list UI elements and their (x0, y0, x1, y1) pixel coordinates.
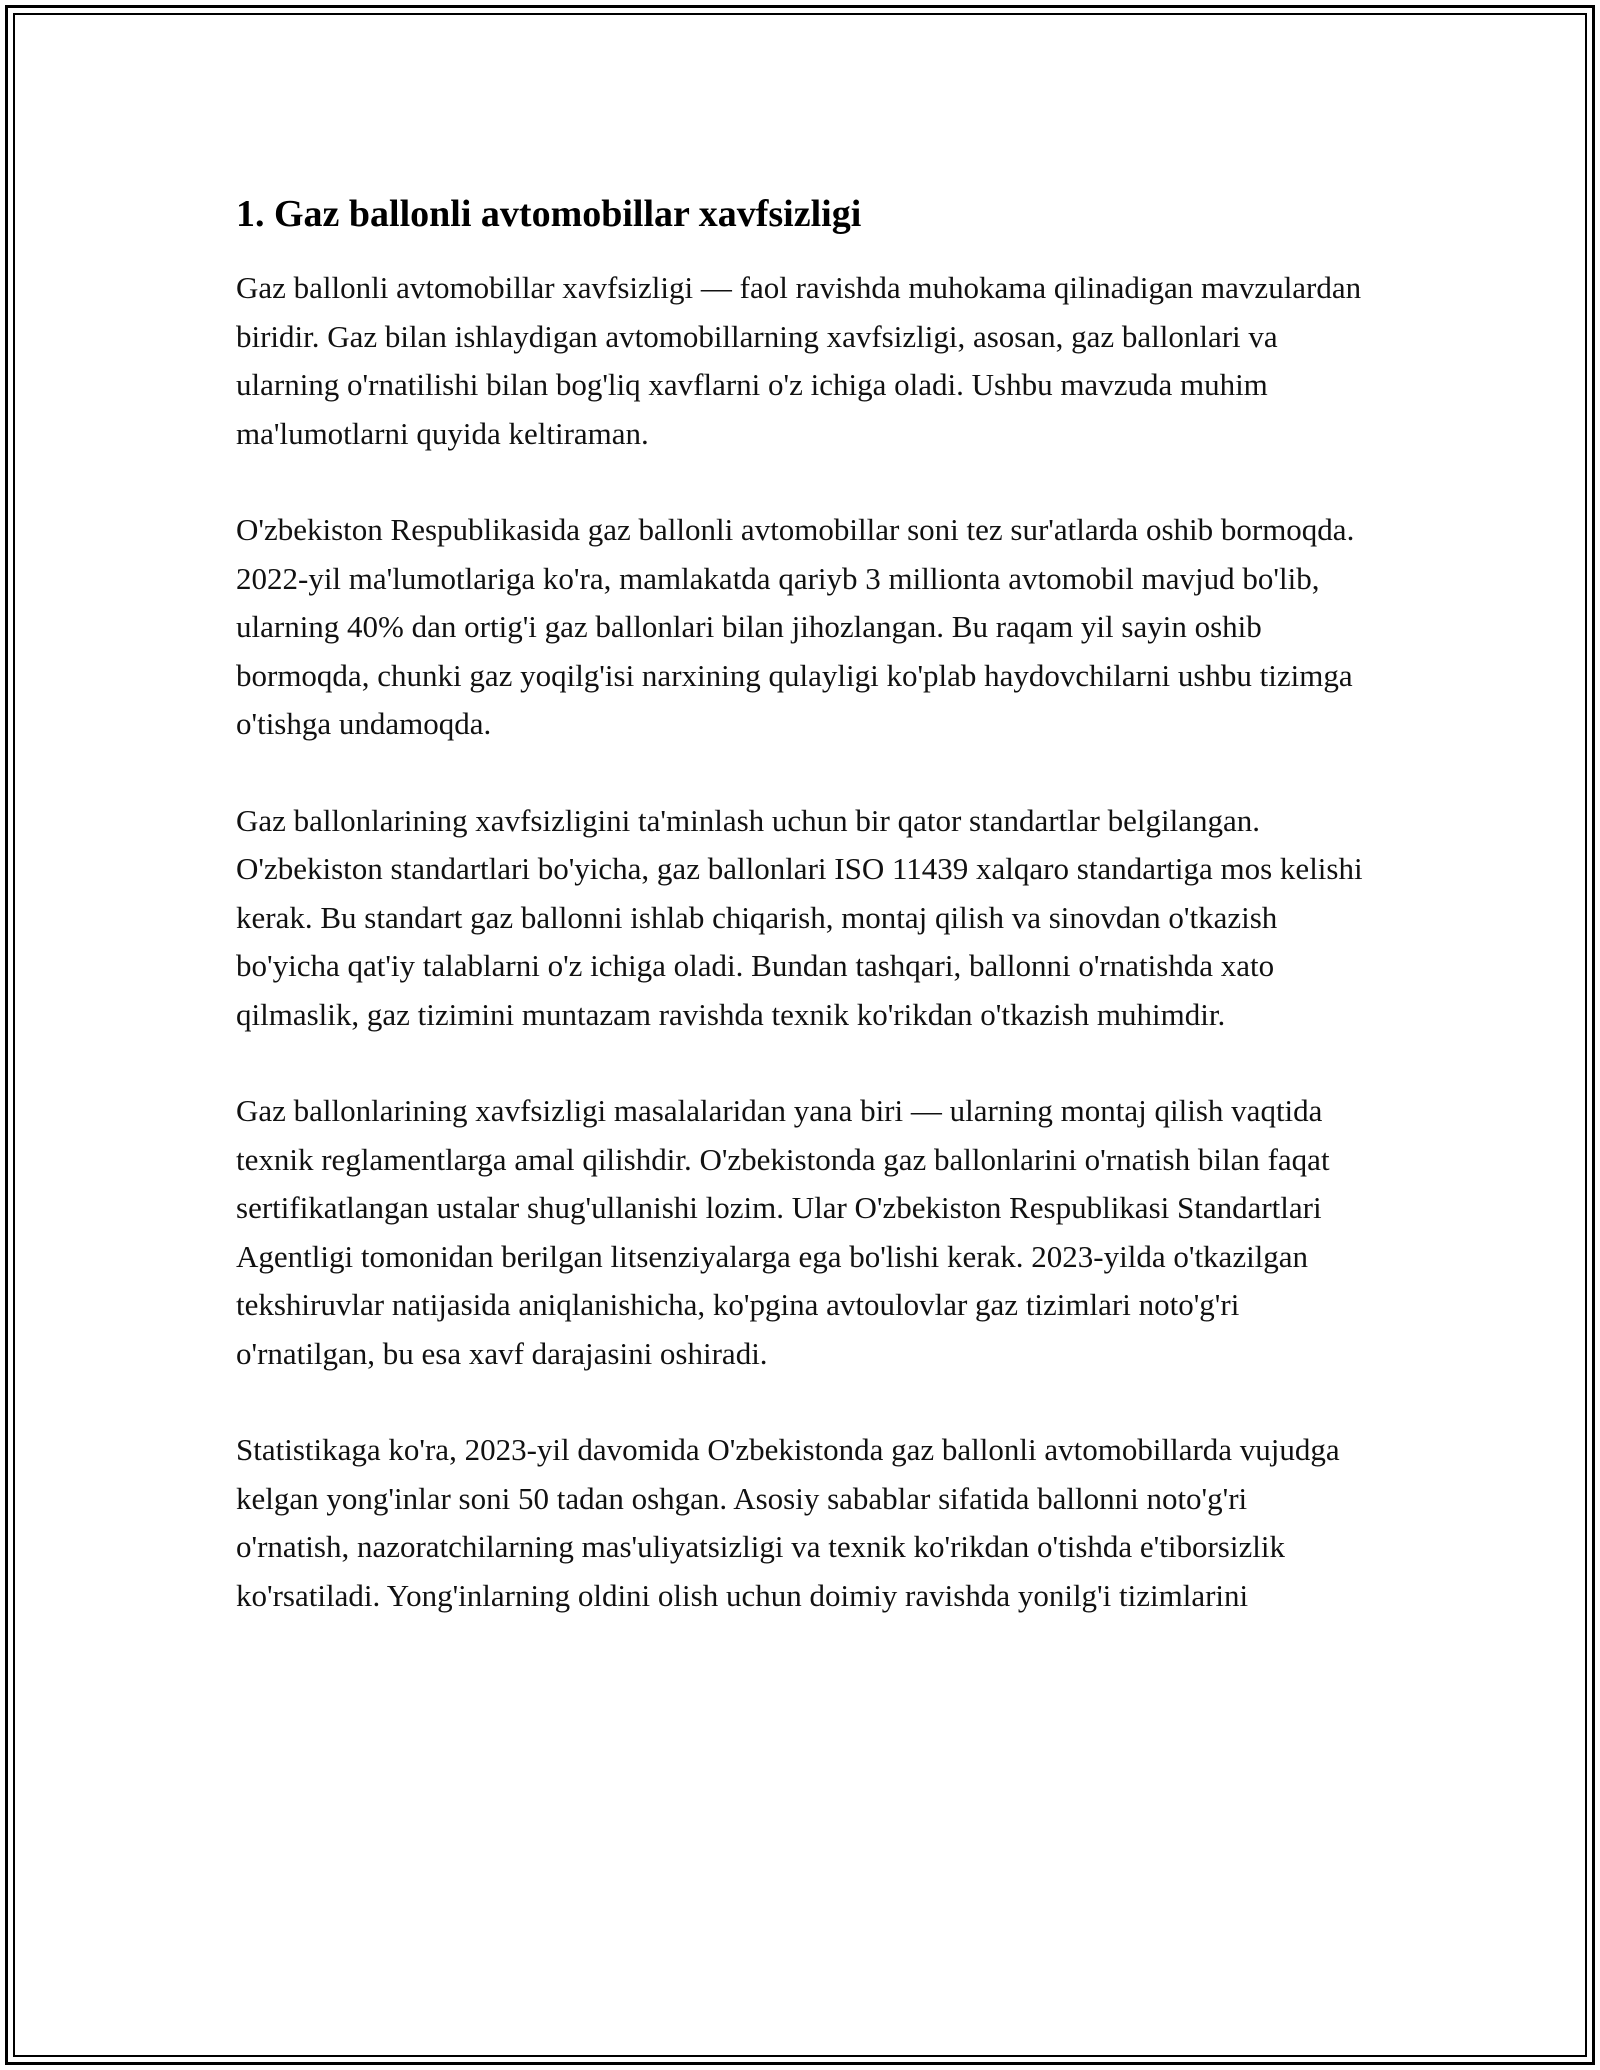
paragraph-installation: Gaz ballonlarining xavfsizligi masalalaridan yana biri — ularning montaj qilish vaqtida texnik reglamentlarga amal qilishdir. O'zbekistonda gaz ballonlarini o'rnatish bilan faqat sertifikatlangan ustalar shug'ullanishi lozim. Ular O'zbekiston Respublikasi Standartlari Agentligi tomonidan berilgan litsenziyalarga ega bo'lishi kerak. 2023-yilda o'tkazilgan tekshiruvlar natijasida aniqlanishicha, ko'pgina avtoulovlar gaz tizimlari noto'g'ri o'rnatilgan, bu esa xavf darajasini oshiradi. (236, 1093, 1330, 1371)
paragraph-standards: Gaz ballonlarining xavfsizligini ta'minlash uchun bir qator standartlar belgilangan. O'zbekiston standartlari bo'yicha, gaz ballonlari ISO 11439 xalqaro standartiga mos kelishi kerak. Bu standart gaz ballonni ishlab chiqarish, montaj qilish va sinovdan o'tkazish bo'yicha qat'iy talablarni o'z ichiga oladi. Bundan tashqari, ballonni o'rnatishda xato qilmaslik, gaz tizimini muntazam ravishda texnik ko'rikdan o'tkazish muhimdir. (236, 802, 1363, 1032)
document-body (236, 186, 1364, 1668)
paragraph-intro: Gaz ballonli avtomobillar xavfsizligi — faol ravishda muhokama qilinadigan mavzulardan biridir. Gaz bilan ishlaydigan avtomobillarning xavfsizligi, asosan, gaz ballonlari va ularning o'rnatilishi bilan bog'liq xavflarni o'z ichiga oladi. Ushbu mavzuda muhim ma'lumotlarni quyida keltiraman. (236, 270, 1362, 451)
paragraph-statistics-vehicles: O'zbekiston Respublikasida gaz ballonli avtomobillar soni tez sur'atlarda oshib bormoqda. 2022-yil ma'lumotlariga ko'ra, mamlakatda qariyb 3 millionta avtomobil mavjud bo'lib, ularning 40% dan ortig'i gaz ballonlari bilan jihozlangan. Bu raqam yil sayin oshib bormoqda, chunki gaz yoqilg'isi narxining qulayligi ko'plab haydovchilarni ushbu tizimga o'tishga undamoqda. (236, 512, 1355, 741)
paragraph-fire-statistics: Statistikaga ko'ra, 2023-yil davomida O'zbekistonda gaz ballonli avtomobillarda vujudga kelgan yong'inlar soni 50 tadan oshgan. Asosiy sabablar sifatida ballonni noto'g'ri o'rnatish, nazoratchilarning mas'uliyatsizligi va texnik ko'rikdan o'tishda e'tiborsizlik ko'rsatiladi. Yong'inlarning oldini olish uchun doimiy ravishda yonilg'i tizimlarini (236, 1432, 1340, 1613)
section-title: 1. Gaz ballonli avtomobillar xavfsizligi (236, 193, 862, 235)
